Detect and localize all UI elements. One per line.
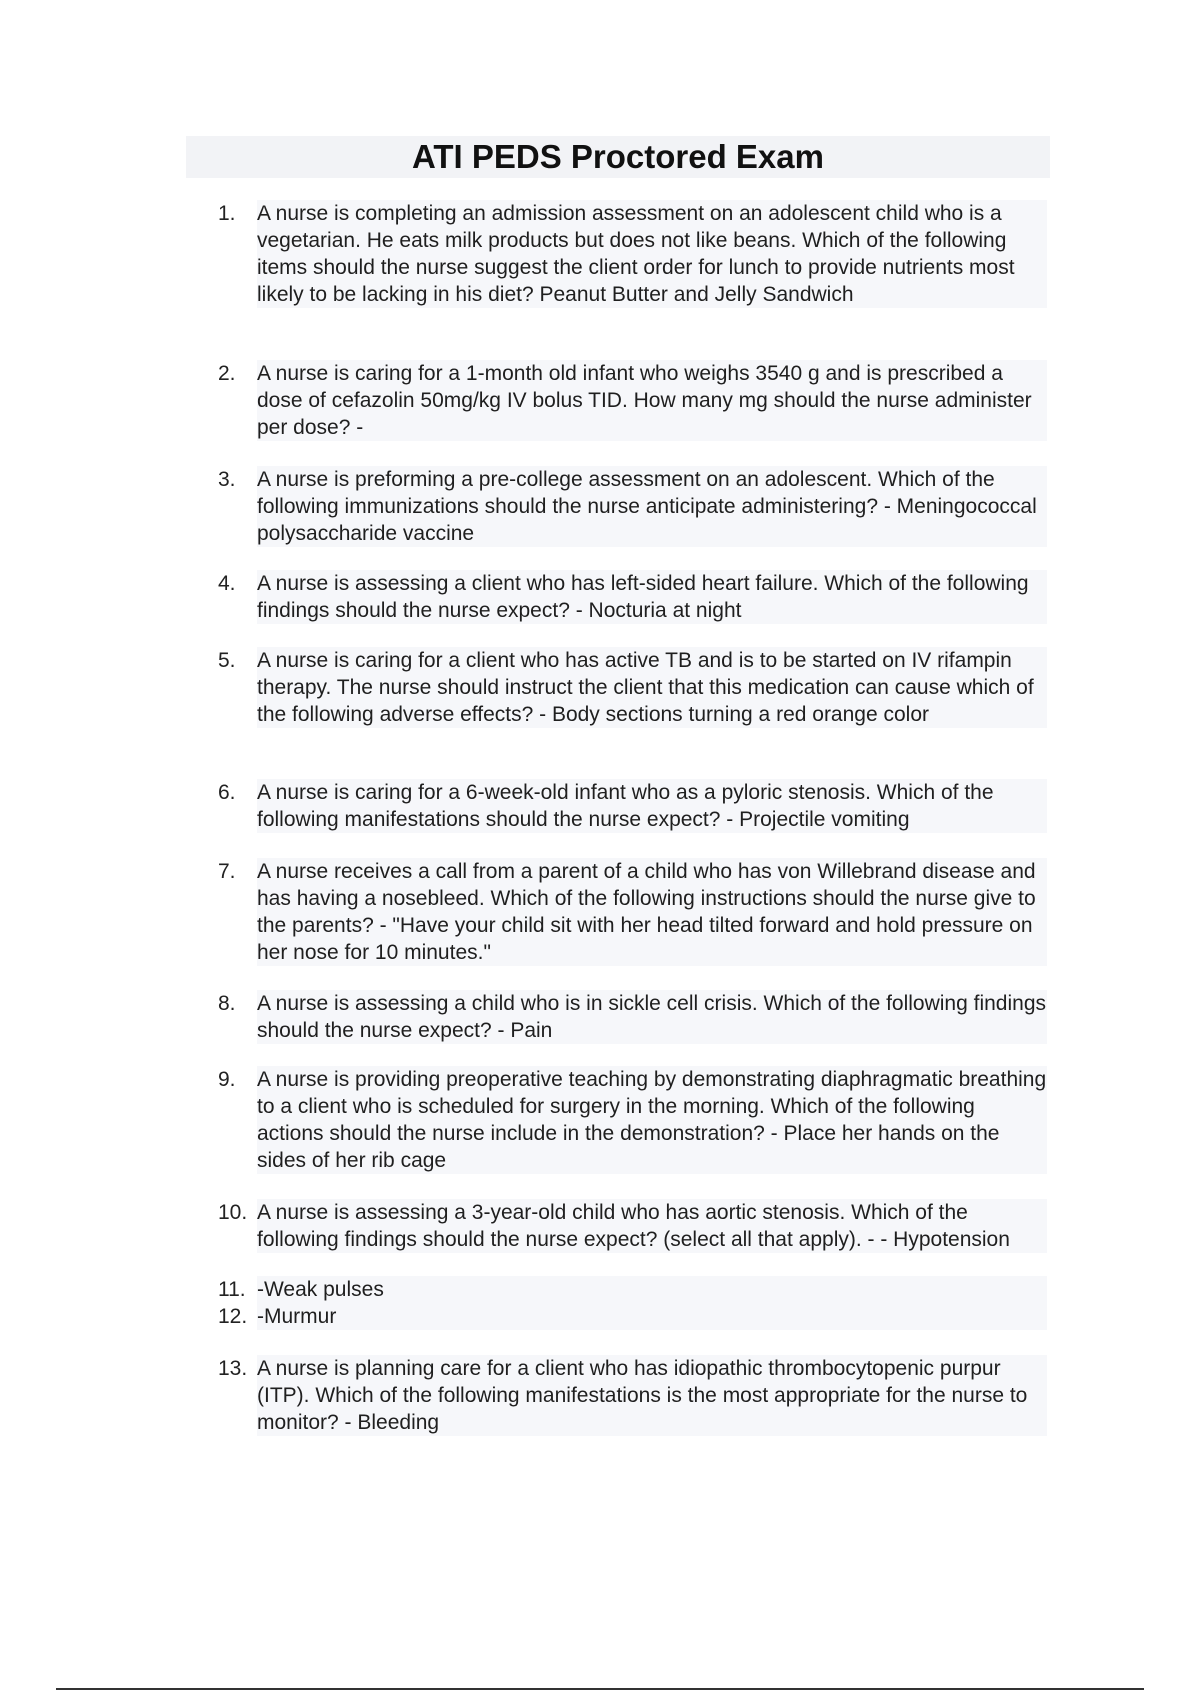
question-text: A nurse is caring for a client who has active TB and is to be started on IV rifampin therapy. The nurse should instruct the client that this medication can cause which of the following adverse effects? - Body sections turning a red orange color (257, 647, 1047, 728)
question-number: 6. (218, 781, 236, 804)
question-text: -Murmur (257, 1303, 1047, 1330)
question-number: 3. (218, 468, 236, 491)
question-text: A nurse is assessing a 3-year-old child who has aortic stenosis. Which of the following findings should the nurse expect? (select all that apply). - - Hypotension (257, 1199, 1047, 1253)
page-title: ATI PEDS Proctored Exam (411, 138, 824, 175)
question-number: 8. (218, 992, 236, 1015)
footer-rule (56, 1688, 1144, 1690)
question-text: A nurse is preforming a pre-college assessment on an adolescent. Which of the following immunizations should the nurse anticipate administering? - Meningococcal polysaccharide vaccine (257, 466, 1047, 547)
question-text: A nurse is completing an admission assessment on an adolescent child who is a vegetarian. He eats milk products but does not like beans. Which of the following items should the nurse suggest the client order for lunch to provide nutrients most likely to be lacking in his diet? Peanut Butter and Jelly Sandwich (257, 200, 1047, 308)
question-text: A nurse is assessing a child who is in sickle cell crisis. Which of the following findings should the nurse expect? - Pain (257, 992, 1047, 1042)
question-text: A nurse is caring for a 1-month old infant who weighs 3540 g and is prescribed a dose of cefazolin 50mg/kg IV bolus TID. How many mg should the nurse administer per dose? - (257, 360, 1047, 441)
question-number: 4. (218, 572, 236, 595)
question-text: A nurse is providing preoperative teaching by demonstrating diaphragmatic breathing to a client who is scheduled for surgery in the morning. Which of the following actions should the nurse include in the demonstration? - Place her hands on the sides of her rib cage (257, 1068, 1047, 1172)
question-number: 13. (218, 1357, 248, 1380)
question-number: 5. (218, 649, 236, 672)
question-number: 11. (218, 1278, 246, 1301)
question-number: 9. (218, 1068, 236, 1091)
question-text: A nurse receives a call from a parent of a child who has von Willebrand disease and has having a nosebleed. Which of the following instructions should the nurse give to the parents? - "Have your child sit with her head tilted forward and hold pressure on her nose for 10 minutes." (257, 858, 1047, 966)
question-number: 1. (218, 202, 236, 225)
question-text: A nurse is caring for a 6-week-old infant who as a pyloric stenosis. Which of the following manifestations should the nurse expect? - Projectile vomiting (257, 779, 1047, 833)
question-text: -Weak pulses (257, 1276, 1047, 1303)
question-number: 10. (218, 1201, 248, 1224)
question-number: 7. (218, 860, 236, 883)
question-text: A nurse is assessing a client who has left-sided heart failure. Which of the following findings should the nurse expect? - Nocturia at night (257, 570, 1047, 624)
question-text: A nurse is planning care for a client who has idiopathic thrombocytopenic purpur (ITP). Which of the following manifestations is the most appropriate for the nurse to monitor? - Bleeding (257, 1355, 1047, 1436)
question-number: 2. (218, 362, 236, 385)
question-number: 12. (218, 1305, 248, 1328)
